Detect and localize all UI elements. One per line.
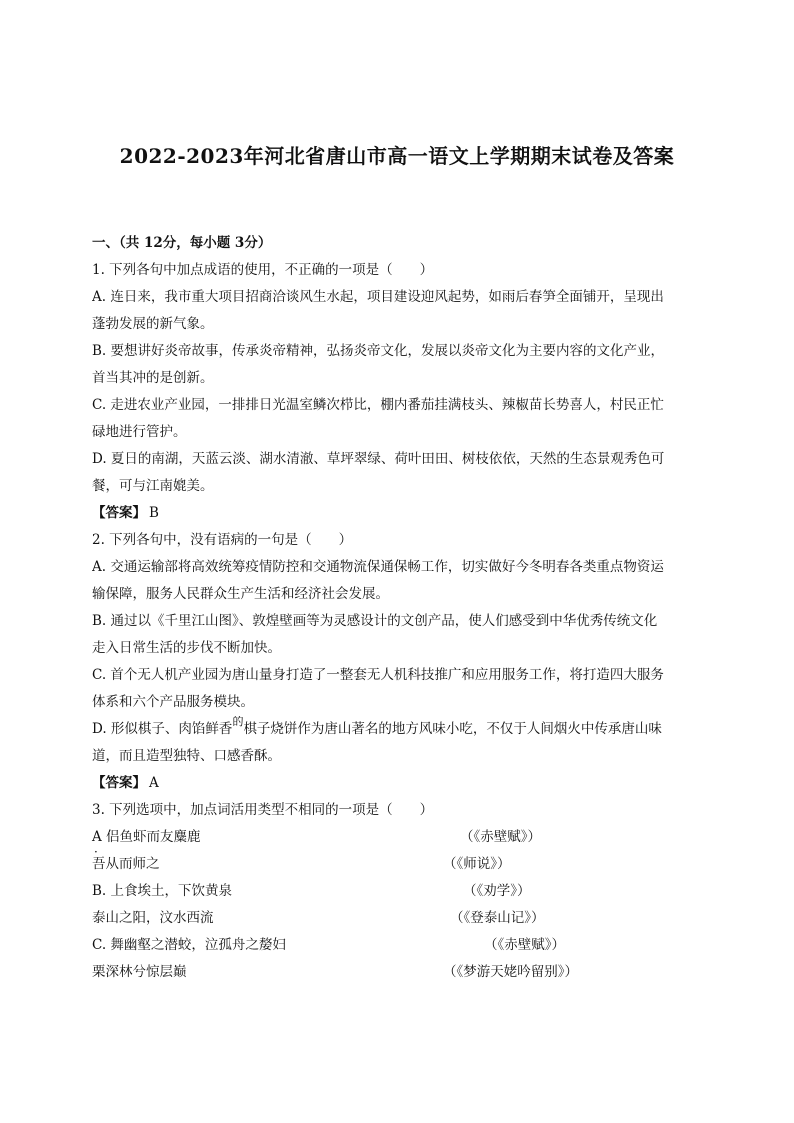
option-d-text-end: 棋子烧饼作为唐山著名的地方风味小吃，不仅于人间烟火中传承唐山味 (243, 721, 662, 737)
answer-value: B (149, 505, 159, 521)
question-1-option-c-cont: 碌地进行管护。 (92, 424, 187, 440)
question-2-option-a-cont: 输保障，服务人民群众生产生活和经济社会发展。 (92, 586, 389, 602)
question-2-option-d-cont: 道，而且造型独特、口感香酥。 (92, 748, 281, 764)
question-1-stem: 1. 下列各句中加点成语的使用，不正确的一项是（ ） (92, 262, 434, 278)
question-3-row (92, 932, 698, 959)
question-2-answer (92, 770, 698, 797)
question-3-row (92, 959, 698, 986)
question-1-option-a-cont: 蓬勃发展的新气象。 (92, 316, 214, 332)
answer-value: A (149, 775, 159, 791)
question-2-option-c-cont: 体系和六个产品服务模块。 (92, 694, 254, 710)
quote-text: 泰山之阳，汶水西流 (92, 910, 214, 926)
quote-source: （《梦游天姥吟留别》） (443, 964, 578, 980)
option-d-small-char: 的 (232, 716, 244, 728)
quote-text: A 侣鱼虾而友麋鹿 · (92, 829, 201, 845)
answer-label: 【答案】 (92, 505, 146, 521)
quote-text: 吾从而师之 (92, 856, 160, 872)
question-1-option-d-cont: 餐，可与江南媲美。 (92, 478, 214, 494)
question-2-option-b: B. 通过以《千里江山图》、敦煌壁画等为灵感设计的文创产品，使人们感受到中华优秀传统文化 (92, 613, 658, 629)
quote-text: C. 舞幽壑之潜蛟，泣孤舟之嫠妇 (92, 937, 286, 953)
question-2-option-a: A. 交通运输部将高效统筹疫情防控和交通物流保通保畅工作，切实做好今冬明春各类重点物资运 (92, 559, 664, 575)
option-d-text-start: D. 形似棋子、肉馅鲜香 (92, 721, 233, 737)
answer-label: 【答案】 (92, 775, 146, 791)
quote-source: （《登泰山记》） (450, 910, 545, 926)
quote-source: （《赤壁赋》） (484, 937, 565, 953)
question-1-option-b-cont: 首当其冲的是创新。 (92, 370, 214, 386)
question-1-answer (92, 500, 698, 527)
question-2-stem: 2. 下列各句中，没有语病的一句是（ ） (92, 532, 353, 548)
quote-source: （《师说》） (443, 856, 511, 872)
quote-text: B. 上食埃土，下饮黄泉 (92, 883, 233, 899)
quote-source: （《劝学》） (463, 883, 531, 899)
question-2-option-d (92, 716, 698, 743)
question-3-stem: 3. 下列选项中，加点词活用类型不相同的一项是（ ） (92, 802, 434, 818)
question-3-row (92, 851, 698, 878)
document-body (92, 230, 698, 986)
question-1-option-d: D. 夏日的南湖，天蓝云淡、湖水清澈、草坪翠绿、荷叶田田、树枝依依，天然的生态景观秀色可 (92, 451, 665, 467)
question-2-option-b-cont: 走入日常生活的步伐不断加快。 (92, 640, 281, 656)
quote-text: 栗深林兮惊层巅 (92, 964, 187, 980)
question-1-option-c: C. 走进农业产业园，一排排日光温室鳞次栉比，棚内番茄挂满枝头、辣椒苗长势喜人，村民正忙 (92, 397, 664, 413)
quote-source: （《赤壁赋》） (460, 829, 541, 845)
question-3-row (92, 824, 698, 851)
question-2-option-c: C. 首个无人机产业园为唐山量身打造了一整套无人机科技推广和应用服务工作，将打造四大服务 (92, 667, 664, 683)
question-1-option-a: A. 连日来，我市重大项目招商洽谈风生水起，项目建设迎风起势，如雨后春笋全面铺开，呈现出 (92, 289, 664, 305)
page-title: 2022-2023年河北省唐山市高一语文上学期期末试卷及答案 (119, 144, 675, 168)
question-1-option-b: B. 要想讲好炎帝故事，传承炎帝精神，弘扬炎帝文化，发展以炎帝文化为主要内容的文化产业， (92, 343, 665, 359)
question-3-row (92, 878, 698, 905)
question-3-row (92, 905, 698, 932)
section-heading: 一、（共 12分，每小题 3分） (92, 235, 272, 251)
